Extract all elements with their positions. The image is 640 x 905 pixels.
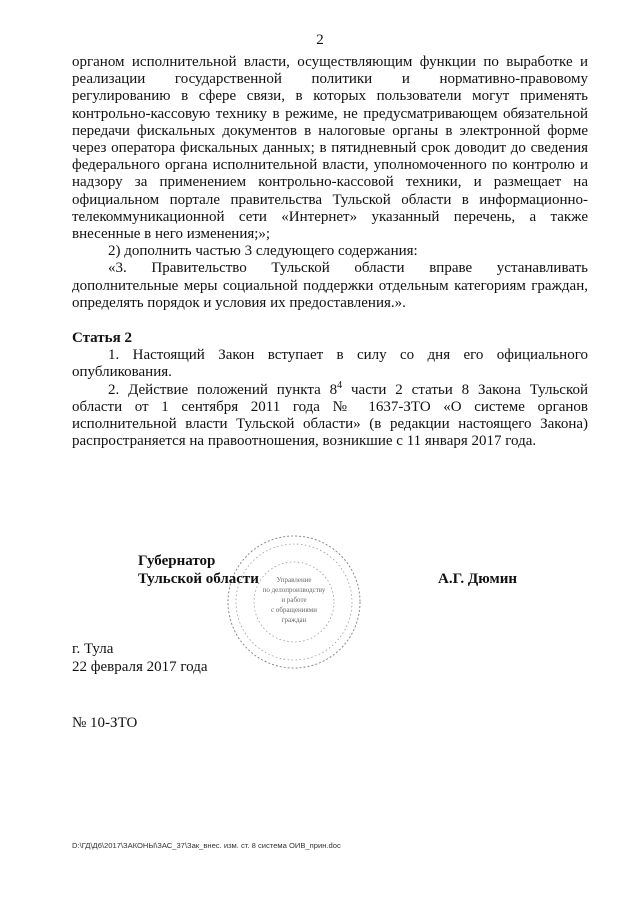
seal-text: Управление xyxy=(276,576,312,584)
seal-text: по делопроизводству xyxy=(262,586,326,594)
text-line: федерального органа исполнительной власти, уполномоченного по контролю и xyxy=(72,157,588,174)
text-line: надзору за применением контрольно-кассовой техники, и размещает на xyxy=(72,174,588,191)
text-line: «3. Правительство Тульской области вправе устанавливать xyxy=(108,260,588,277)
text-line: телекоммуникационной сети «Интернет» указанный перечень, а также xyxy=(72,208,588,225)
signature-title-line: Губернатор xyxy=(138,553,216,569)
article-heading: Статья 2 xyxy=(72,330,132,347)
superscript: 4 xyxy=(337,379,343,391)
signature-title xyxy=(138,552,259,588)
text-line: передачи фискальных документов в налоговые органы в электронной форме xyxy=(72,122,588,139)
text-line: 1. Настоящий Закон вступает в силу со дня его официального xyxy=(108,347,588,364)
city: г. Тула xyxy=(72,641,114,657)
law-number: № 10-ЗТО xyxy=(72,715,138,731)
text-span: 2. Действие положений пункта 8 xyxy=(108,381,338,398)
text-line: дополнительные меры социальной поддержки отдельным категориям граждан, xyxy=(72,277,588,294)
seal-text: граждан xyxy=(281,616,307,624)
text-line: через оператора фискальных данных; в пятидневный срок доводит до сведения xyxy=(72,140,588,157)
text-line: регулированию в сфере связи, в которых пользователи могут применять xyxy=(72,88,588,105)
article-2-paragraph-2 xyxy=(72,379,589,451)
part-3-quote xyxy=(72,260,588,312)
text-line: реализации государственной политики и нормативно-правовому xyxy=(72,71,588,88)
text-span: части 2 статьи 8 Закона Тульской xyxy=(342,381,589,398)
city-date xyxy=(72,640,208,676)
paragraph-continuation xyxy=(72,54,588,243)
text-line: распространяется на правоотношения, возникшие с 11 января 2017 года. xyxy=(72,433,537,450)
footer-file-path: D:\ГД\Д6\2017\ЗАКОНЫ\ЗАС_37\Зак_внес. изм. ст. 8 система ОИВ_прин.doc xyxy=(72,841,341,850)
text-line: внесенные в него изменения;»; xyxy=(72,226,271,243)
text-line: определять порядок и условия их предоставления.». xyxy=(72,294,406,311)
text-line: опубликования. xyxy=(72,364,172,381)
seal-text: с обращениями xyxy=(271,606,317,614)
article-2-paragraph-1 xyxy=(72,347,588,381)
text-line: официальном портале правительства Тульской области в информационно- xyxy=(72,191,588,208)
seal-text: и работе xyxy=(281,596,307,604)
date: 22 февраля 2017 года xyxy=(72,659,208,675)
item-2: 2) дополнить частью 3 следующего содержания: xyxy=(108,243,418,260)
text-line: области от 1 сентября 2011 года № 1637-ЗТО «О системе органов xyxy=(72,398,588,415)
signature-name: А.Г. Дюмин xyxy=(438,571,518,587)
document-body xyxy=(72,54,588,450)
page-number: 2 xyxy=(316,32,324,48)
text-line xyxy=(72,379,589,399)
text-line: органом исполнительной власти, осуществляющим функции по выработке и xyxy=(72,54,588,70)
signature-title-line: Тульской области xyxy=(138,571,259,587)
text-line: исполнительной власти Тульской области» (в редакции настоящего Закона) xyxy=(72,416,588,433)
text-line: контрольно-кассовую технику в режиме, не предусматривающем обязательной xyxy=(72,105,588,122)
